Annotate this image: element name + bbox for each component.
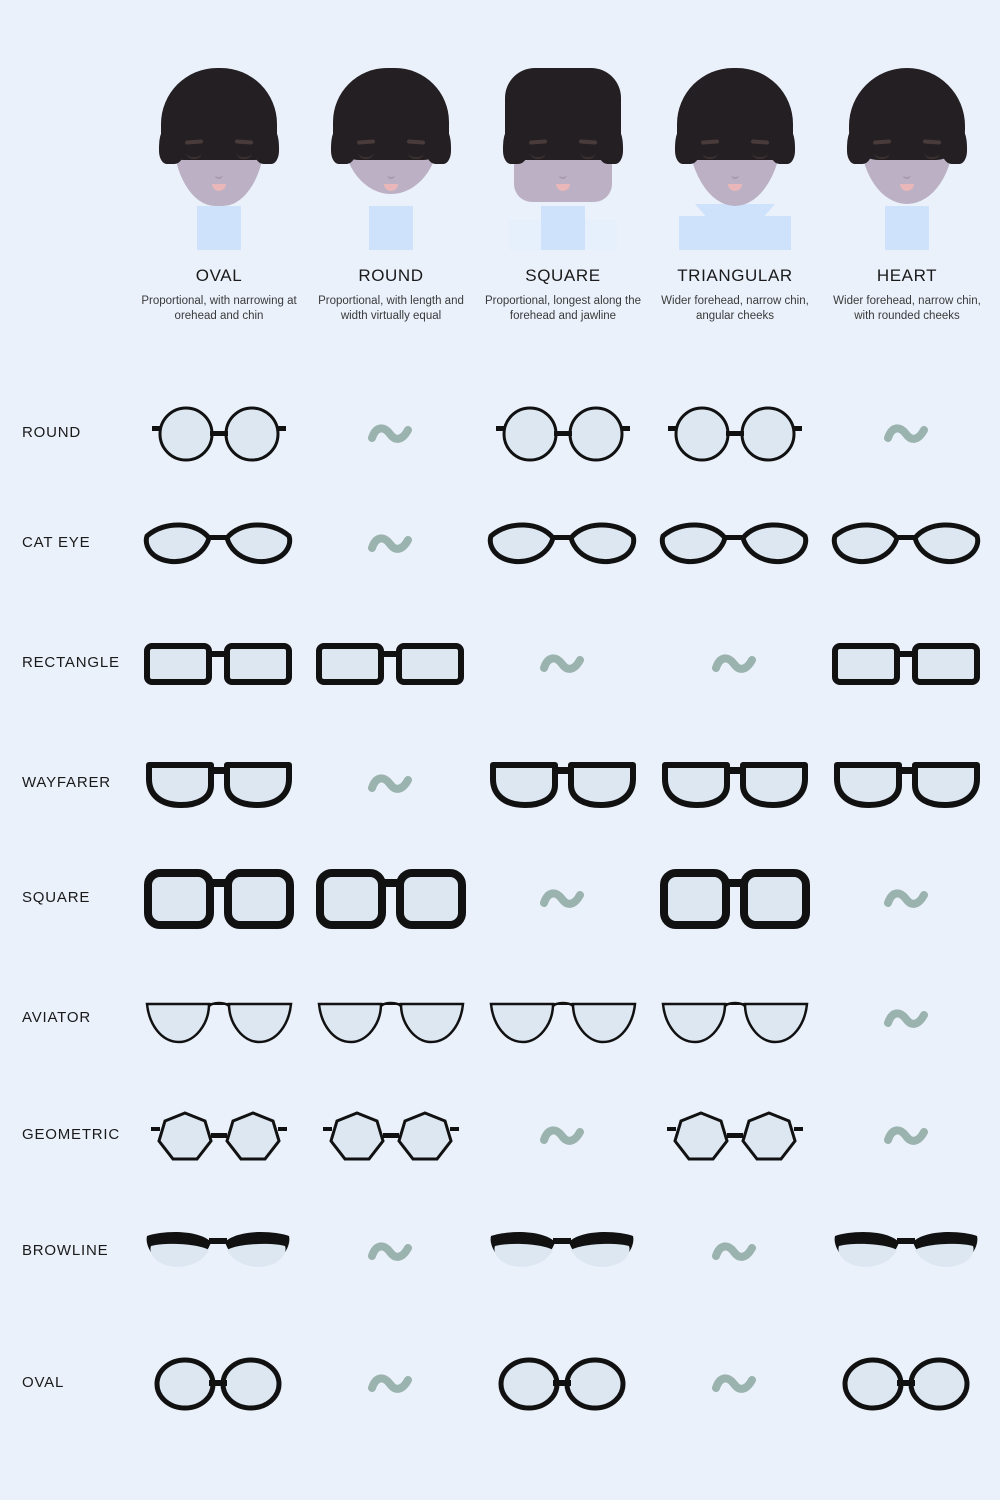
not-recommended-icon — [305, 1208, 477, 1298]
face-shape-description: Proportional, longest along the forehead and jawline — [485, 295, 641, 322]
face-column-round — [305, 60, 477, 324]
frame-icon — [477, 1340, 649, 1430]
frame-icon — [133, 500, 305, 590]
face-shape-name: SQUARE — [525, 266, 601, 285]
face-shape-name: ROUND — [358, 266, 424, 285]
not-recommended-icon — [649, 1340, 821, 1430]
row-label-browline: BROWLINE — [22, 1242, 109, 1259]
face-column-oval — [133, 60, 305, 324]
not-recommended-icon — [821, 855, 993, 945]
row-label-geometric: GEOMETRIC — [22, 1126, 121, 1143]
not-recommended-icon — [821, 390, 993, 480]
frame-icon — [133, 975, 305, 1065]
hair-fringe-left — [847, 120, 873, 164]
row-label-cat-eye: CAT EYE — [22, 534, 91, 551]
frame-icon — [133, 390, 305, 480]
face-column-heart — [821, 60, 993, 324]
face-shape-description: Proportional, with length and width virtually equal — [318, 295, 464, 322]
face-shape-name: OVAL — [195, 266, 243, 285]
neck — [369, 206, 413, 250]
row-label-wayfarer: WAYFARER — [22, 774, 111, 791]
face-column-square — [477, 60, 649, 324]
hair-fringe-left — [675, 120, 701, 164]
frame-icon — [649, 740, 821, 830]
face-shape-description: Wider forehead, narrow chin, angular cheeks — [661, 295, 809, 322]
frame-icon — [649, 390, 821, 480]
frame-icon — [821, 1340, 993, 1430]
frame-icon — [133, 855, 305, 945]
row-label-square: SQUARE — [22, 889, 91, 906]
v-collar — [695, 204, 775, 250]
frame-icon — [477, 740, 649, 830]
face-shape-name: TRIANGULAR — [677, 266, 793, 285]
frame-icon — [133, 620, 305, 710]
frame-icon — [649, 855, 821, 945]
neck — [197, 206, 241, 250]
frame-icon — [821, 1208, 993, 1298]
frame-icon — [821, 500, 993, 590]
not-recommended-icon — [305, 1340, 477, 1430]
frame-icon — [305, 620, 477, 710]
not-recommended-icon — [305, 390, 477, 480]
frame-icon — [821, 740, 993, 830]
not-recommended-icon — [649, 620, 821, 710]
frame-icon — [477, 975, 649, 1065]
row-label-round: ROUND — [22, 424, 81, 441]
not-recommended-icon — [477, 855, 649, 945]
hair-fringe-left — [159, 120, 185, 164]
not-recommended-icon — [305, 740, 477, 830]
face-illustration-triangular — [649, 60, 821, 250]
frame-icon — [477, 500, 649, 590]
face-shape-name: HEART — [876, 266, 938, 285]
frame-icon — [133, 1092, 305, 1182]
frame-icon — [477, 1208, 649, 1298]
not-recommended-icon — [477, 620, 649, 710]
frame-icon — [133, 740, 305, 830]
frame-icon — [649, 500, 821, 590]
frame-icon — [821, 620, 993, 710]
face-illustration-oval — [133, 60, 305, 250]
frame-icon — [649, 1092, 821, 1182]
not-recommended-icon — [305, 500, 477, 590]
face-shape-description: Wider forehead, narrow chin, with rounded cheeks — [833, 295, 981, 322]
face-shape-description: Proportional, with narrowing at orehead and chin — [141, 295, 297, 322]
frame-icon — [649, 975, 821, 1065]
frame-icon — [133, 1340, 305, 1430]
frame-icon — [477, 390, 649, 480]
row-label-aviator: AVIATOR — [22, 1009, 91, 1026]
frame-icon — [305, 975, 477, 1065]
not-recommended-icon — [821, 1092, 993, 1182]
not-recommended-icon — [649, 1208, 821, 1298]
face-illustration-round — [305, 60, 477, 250]
row-label-rectangle: RECTANGLE — [22, 654, 120, 671]
neck — [541, 206, 585, 250]
hair-fringe-left — [331, 120, 357, 164]
frame-icon — [305, 1092, 477, 1182]
hair-fringe-left — [503, 120, 529, 164]
face-illustration-heart — [821, 60, 993, 250]
face-illustration-square — [477, 60, 649, 250]
face-column-triangular — [649, 60, 821, 324]
row-label-oval: OVAL — [22, 1374, 65, 1391]
not-recommended-icon — [821, 975, 993, 1065]
face-shape-header — [0, 60, 1000, 360]
frame-icon — [133, 1208, 305, 1298]
frame-icon — [305, 855, 477, 945]
not-recommended-icon — [477, 1092, 649, 1182]
neck — [885, 206, 929, 250]
